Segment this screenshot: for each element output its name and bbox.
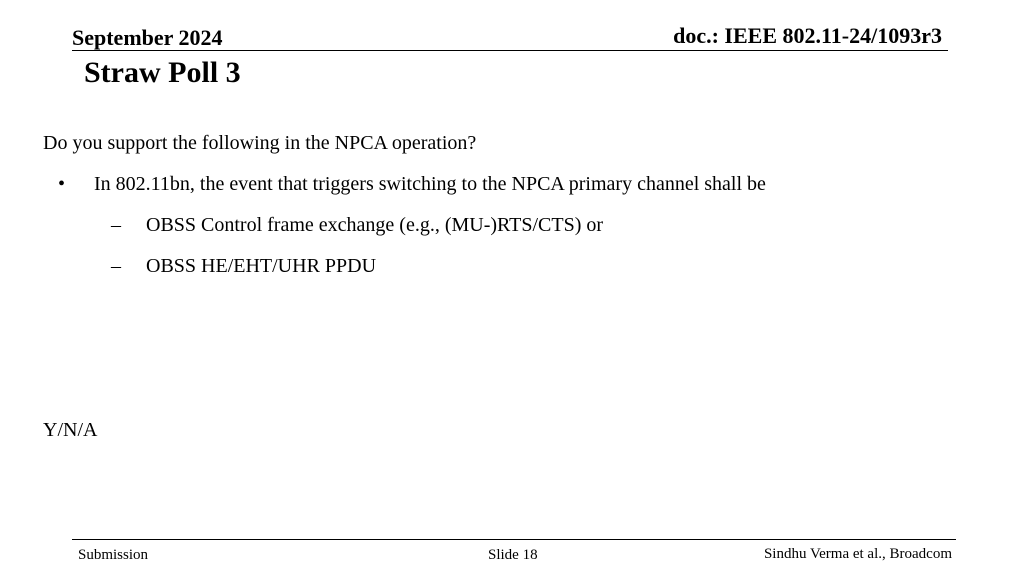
- footer-author: Sindhu Verma et al., Broadcom: [763, 546, 952, 562]
- dash-marker: –: [111, 255, 121, 277]
- sub-item-text: OBSS Control frame exchange (e.g., (MU-)RTS/CTS) or: [146, 214, 604, 236]
- answer-options: Y/N/A: [43, 419, 98, 441]
- sub-item-ppdu: [0, 254, 1024, 278]
- header-divider: [72, 50, 948, 51]
- sub-item-text: OBSS HE/EHT/UHR PPDU: [146, 255, 377, 277]
- bullet-item: [0, 172, 1024, 196]
- slide-title: Straw Poll 3: [84, 56, 241, 89]
- bullet-text: In 802.11bn, the event that triggers switching to the NPCA primary channel shall be: [94, 173, 766, 195]
- footer-divider: [72, 539, 956, 540]
- dash-marker: –: [111, 214, 121, 236]
- footer-slide-number: Slide 18: [488, 547, 538, 563]
- header-date: September 2024: [72, 25, 223, 50]
- header-doc-id: doc.: IEEE 802.11-24/1093r3: [673, 23, 942, 48]
- bullet-marker: •: [58, 173, 66, 195]
- intro-question: Do you support the following in the NPCA operation?: [43, 132, 477, 154]
- sub-item-control-frame: [0, 213, 1024, 237]
- footer-submission: Submission: [78, 547, 149, 563]
